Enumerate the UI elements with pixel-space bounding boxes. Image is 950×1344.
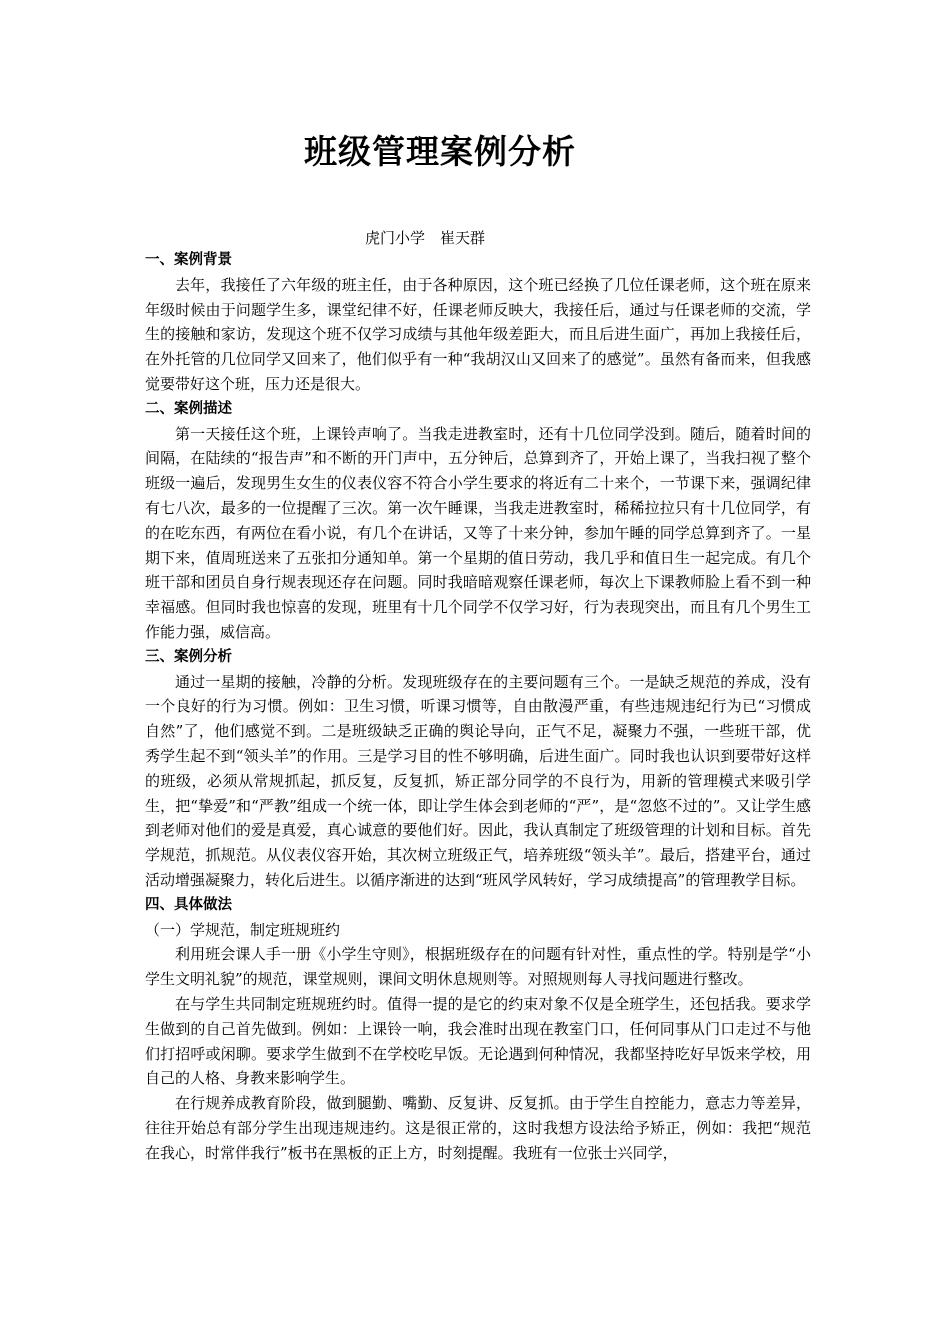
paragraph: 在行规养成教育阶段，做到腿勤、嘴勤、反复讲、反复抓。由于学生自控能力，意志力等差异，往往开始总有部分学生出现违规违约。这是很正常的，这时我想方设法给予矫正，例如：我把“规范在我心，时常伴我行”板书在黑板的正上方，时刻提醒。我班有一位张士兴同学， (145, 1094, 811, 1162)
paragraph: 去年，我接任了六年级的班主任，由于各种原因，这个班已经换了几位任课老师，这个班在原来年级时候由于问题学生多，课堂纪律不好，任课老师反映大，我接任后，通过与任课老师的交流，学生的接触和家访，发现这个班不仅学习成绩与其他年级差距大，而且后进生面广，再加上我接任后，在外托管的几位同学又回来了，他们似乎有一种“我胡汉山又回来了的感觉”。虽然有备而来，但我感觉要带好这个班，压力还是很大。 (145, 275, 811, 393)
paragraph: 第一天接任这个班，上课铃声响了。当我走进教室时，还有十几位同学没到。随后，随着时间的间隔，在陆续的“报告声”和不断的开门声中，五分钟后，总算到齐了，开始上课了，当我扫视了整个班级一遍后，发现男生女生的仪表仪容不符合小学生要求的将近有二十来个，一节课下来，强调纪律有七八次，最多的一位提醒了三次。第一次午睡课，当我走进教室时，稀稀拉拉只有十几位同学，有的在吃东西，有两位在看小说，有几个在讲话，又等了十来分钟，参加午睡的同学总算到齐了。一星期下来，值周班送来了五张扣分通知单。第一个星期的值日劳动，我几乎和值日生一起完成。有几个班干部和团员自身行规表现还存在问题。同时我暗暗观察任课老师，每次上下课教师脸上看不到一种幸福感。但同时我也惊喜的发现，班里有十几个同学不仅学习好，行为表现突出，而且有几个男生工作能力强，威信高。 (145, 424, 811, 641)
section-heading-analysis: 三、案例分析 (145, 648, 232, 665)
document-body (145, 248, 811, 1165)
section-heading-practice: 四、具体做法 (145, 896, 232, 913)
author-byline: 虎门小学 崔天群 (364, 229, 485, 247)
section-heading-description: 二、案例描述 (145, 400, 232, 417)
paragraph: 通过一星期的接触，冷静的分析。发现班级存在的主要问题有三个。一是缺乏规范的养成，没有一个良好的行为习惯。例如：卫生习惯，听课习惯等，自由散漫严重，有些违规违纪行为已“习惯成自然”了，他们感觉不到。二是班级缺乏正确的舆论导向，正气不足，凝聚力不强，一些班干部，优秀学生起不到“领头羊”的作用。三是学习目的性不够明确，后进生面广。同时我也认识到要带好这样的班级，必须从常规抓起，抓反复，反复抓，矫正部分同学的不良行为，用新的管理模式来吸引学生，把“挚爱”和“严教”组成一个统一体，即让学生体会到老师的“严”，是“忽悠不过的”。又让学生感到老师对他们的爱是真爱，真心诚意的要他们好。因此，我认真制定了班级管理的计划和目标。首先学规范，抓规范。从仪表仪容开始，其次树立班级正气，培养班级“领头羊”。最后，搭建平台，通过活动增强凝聚力，转化后进生。以循序渐进的达到“班风学风转好，学习成绩提高”的管理教学目标。 (145, 672, 811, 889)
document-title: 班级管理案例分析 (304, 132, 576, 171)
section-heading-background: 一、案例背景 (145, 252, 232, 268)
paragraph: 在与学生共同制定班规班约时。值得一提的是它的约束对象不仅是全班学生，还包括我。要求学生做到的自己首先做到。例如：上课铃一响，我会准时出现在教室门口，任何同事从门口走过不与他们打招呼或闲聊。要求学生做到不在学校吃早饭。无论遇到何种情况，我都坚持吃好早饭来学校，用自己的人格、身教来影响学生。 (145, 994, 811, 1088)
subsection-heading: （一）学规范，制定班规班约 (145, 920, 341, 939)
paragraph: 利用班会课人手一册《小学生守则》，根据班级存在的问题有针对性，重点性的学。特别是学“小学生文明礼貌”的规范，课堂规则，课间文明休息规则等。对照规则每人寻找问题进行整改。 (145, 945, 811, 989)
